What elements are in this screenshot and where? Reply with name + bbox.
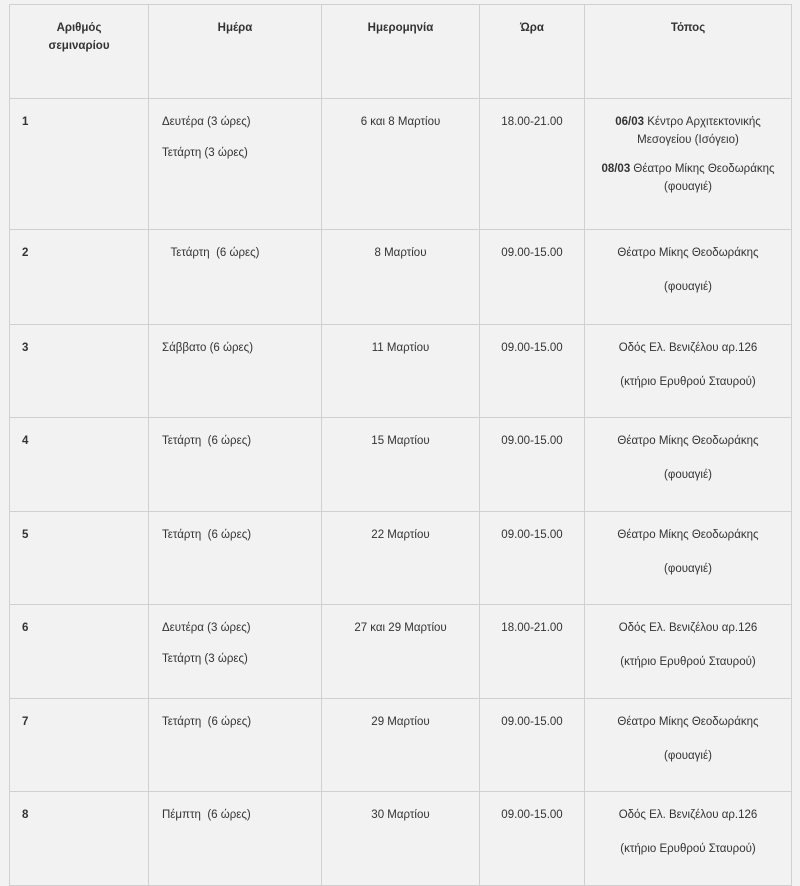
seminar-date: 27 και 29 Μαρτίου [322,605,480,699]
seminar-date: 8 Μαρτίου [322,230,480,325]
table-row [10,99,792,230]
day-line: Τετάρτη (3 ώρες) [162,147,248,160]
seminar-place [585,792,792,886]
place-line: Θέατρο Μίκης Θεοδωράκης [617,716,759,728]
table-row [10,699,792,792]
seminar-time: 18.00-21.00 [480,605,585,699]
seminar-date: 29 Μαρτίου [322,699,480,792]
seminar-time: 09.00-15.00 [480,325,585,418]
seminar-number: 2 [10,230,149,325]
seminar-number: 7 [10,699,149,792]
seminar-time: 09.00-15.00 [480,230,585,325]
place-line: Θέατρο Μίκης Θεοδωράκης [617,247,759,259]
place-line: (φουαγιέ) [664,281,712,294]
place-line: (φουαγιέ) [664,563,712,576]
place-line: Θέατρο Μίκης Θεοδωράκης [617,435,759,447]
place-line: (κτήριο Ερυθρού Σταυρού) [620,656,756,669]
seminar-day: Τετάρτη (6 ώρες) [149,230,322,325]
seminar-number: 3 [10,325,149,418]
day-line: Δευτέρα (3 ώρες) [162,622,251,634]
place-text: Κέντρο Αρχιτεκτονικής Μεσογείου (Ισόγειο) [637,116,761,147]
place-line: Θέατρο Μίκης Θεοδωράκης [617,529,759,541]
seminar-time: 09.00-15.00 [480,418,585,512]
place-line: (κτήριο Ερυθρού Σταυρού) [620,843,756,856]
place-date: 06/03 [615,116,644,128]
seminar-day: Τετάρτη (6 ώρες) [149,512,322,605]
seminar-time: 09.00-15.00 [480,512,585,605]
seminar-number: 8 [10,792,149,886]
header-num-line2: σεμιναρίου [48,40,110,53]
seminar-date: 15 Μαρτίου [322,418,480,512]
seminar-place [585,512,792,605]
day-line: Δευτέρα (3 ώρες) [162,116,251,128]
table-row [10,792,792,886]
seminar-number: 4 [10,418,149,512]
table-row [10,512,792,605]
header-date: Ημερομηνία [322,5,480,99]
seminar-day: Πέμπτη (6 ώρες) [149,792,322,886]
seminar-day: Τετάρτη (6 ώρες) [149,418,322,512]
seminar-time: 18.00-21.00 [480,99,585,230]
seminar-place [585,325,792,418]
place-line: (κτήριο Ερυθρού Σταυρού) [620,376,756,389]
place-text: Θέατρο Μίκης Θεοδωράκης (φουαγιέ) [633,162,775,194]
table-row [10,325,792,418]
seminar-place [585,699,792,792]
place-date: 08/03 [601,162,631,175]
seminar-date: 30 Μαρτίου [322,792,480,886]
header-time: Ώρα [480,5,585,99]
seminar-place [585,605,792,699]
seminar-schedule-table [9,4,792,886]
place-entry [595,160,781,197]
seminar-place [585,99,792,230]
table-row [10,418,792,512]
header-seminar-number [10,5,149,99]
header-place: Τόπος [585,5,792,99]
table-row [10,230,792,325]
place-line: (φουαγιέ) [664,750,712,763]
seminar-day [149,605,322,699]
seminar-time: 09.00-15.00 [480,792,585,886]
seminar-day [149,99,322,230]
place-line: Οδός Ελ. Βενιζέλου αρ.126 [618,342,758,354]
seminar-time: 09.00-15.00 [480,699,585,792]
seminar-number: 1 [10,99,149,230]
place-line: Οδός Ελ. Βενιζέλου αρ.126 [618,809,758,821]
header-num-line1: Αριθμός [56,22,102,34]
header-day: Ημέρα [149,5,322,99]
seminar-place [585,418,792,512]
seminar-place [585,230,792,325]
seminar-date: 6 και 8 Μαρτίου [322,99,480,230]
seminar-date: 22 Μαρτίου [322,512,480,605]
place-entry [595,113,781,150]
seminar-number: 6 [10,605,149,699]
table-row [10,605,792,699]
seminar-day: Τετάρτη (6 ώρες) [149,699,322,792]
table-header-row [10,5,792,99]
place-line: Οδός Ελ. Βενιζέλου αρ.126 [618,622,758,634]
seminar-number: 5 [10,512,149,605]
seminar-day: Σάββατο (6 ώρες) [149,325,322,418]
seminar-date: 11 Μαρτίου [322,325,480,418]
day-line: Τετάρτη (3 ώρες) [162,653,248,666]
place-line: (φουαγιέ) [664,469,712,482]
